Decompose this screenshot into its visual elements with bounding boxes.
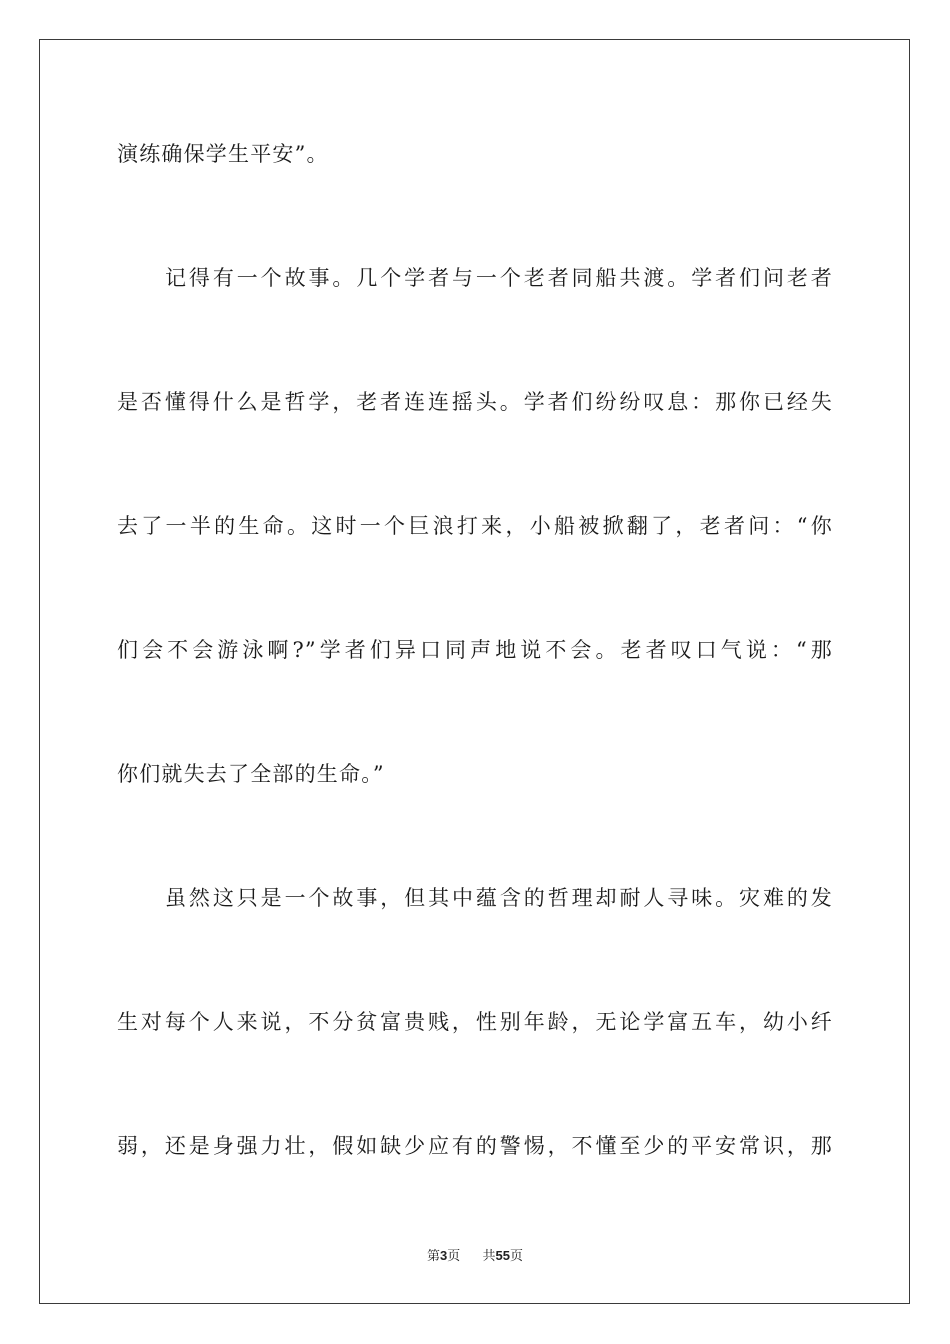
footer-total-prefix: 共 — [482, 1249, 496, 1264]
text-line-paragraph-start: 记得有一个故事。几个学者与一个老者同船共渡。学者们问老者 — [165, 266, 833, 290]
text-line: 们会不会游泳啊?”学者们异口同声地说不会。老者叹口气说：“那 — [117, 638, 833, 662]
footer-page-prefix: 第 — [426, 1249, 440, 1264]
text-line: 弱，还是身强力壮，假如缺少应有的警惕，不懂至少的平安常识，那 — [117, 1134, 833, 1158]
text-line-paragraph-start: 虽然这只是一个故事，但其中蕴含的哲理却耐人寻味。灾难的发 — [165, 886, 833, 910]
text-line: 演练确保学生平安”。 — [117, 142, 329, 166]
page-border — [39, 39, 910, 1304]
footer-total-pages: 55 — [495, 1248, 510, 1263]
text-line: 生对每个人来说，不分贫富贵贱，性别年龄，无论学富五车，幼小纤 — [117, 1010, 833, 1034]
text-line: 你们就失去了全部的生命。” — [117, 762, 385, 786]
page-footer — [0, 1247, 950, 1266]
footer-page-suffix: 页 — [447, 1249, 461, 1264]
text-line: 去了一半的生命。这时一个巨浪打来，小船被掀翻了，老者问：“你 — [117, 514, 833, 538]
footer-total-suffix: 页 — [510, 1249, 524, 1264]
footer-page-number: 3 — [439, 1248, 448, 1263]
text-line: 是否懂得什么是哲学，老者连连摇头。学者们纷纷叹息：那你已经失 — [117, 390, 833, 414]
